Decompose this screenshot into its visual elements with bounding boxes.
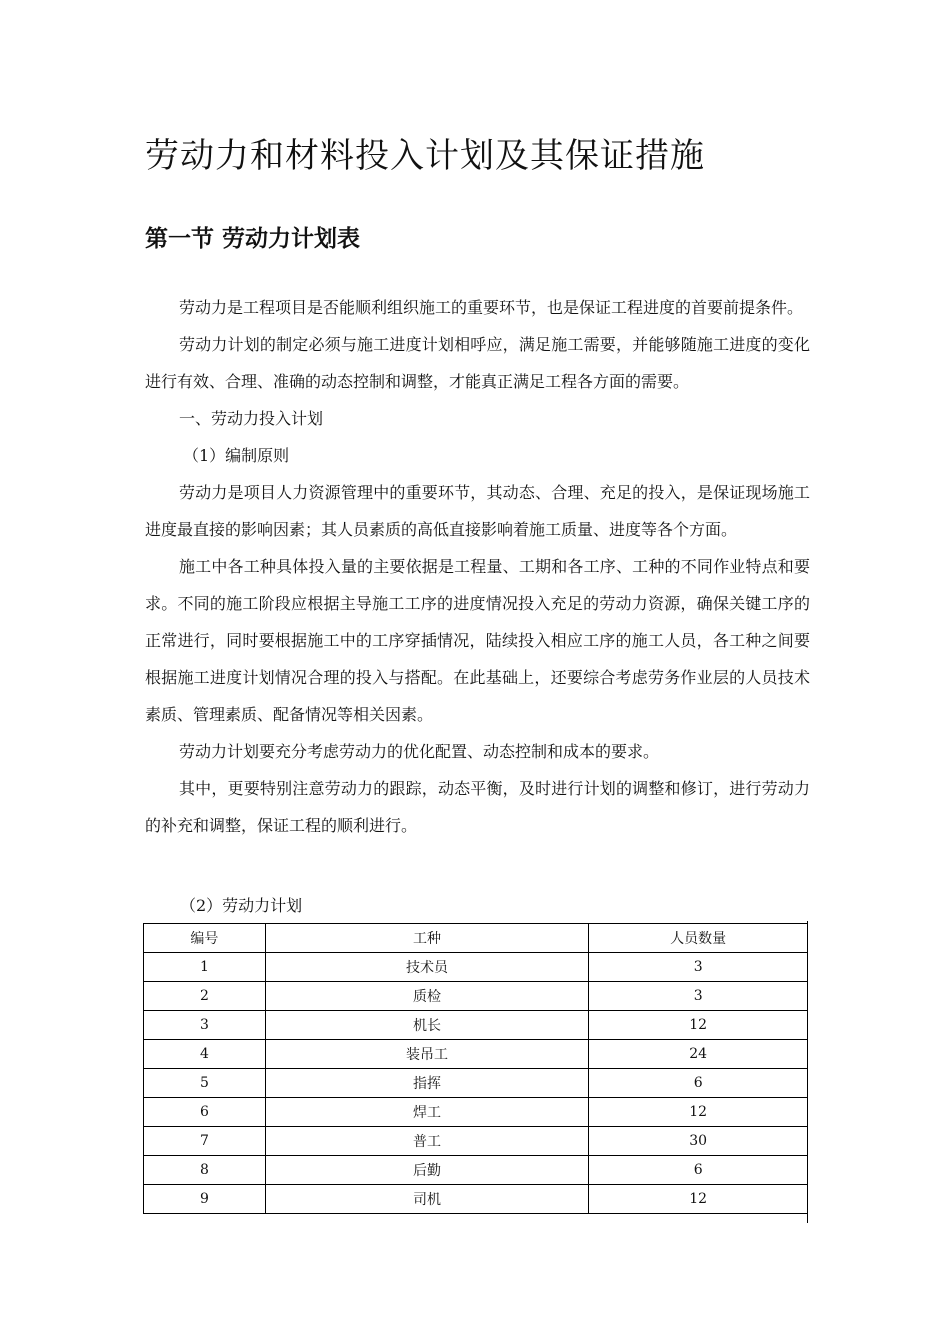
cell-headcount: 3 <box>589 982 808 1011</box>
cell-trade: 司机 <box>265 1185 588 1214</box>
cell-headcount: 6 <box>589 1156 808 1185</box>
paragraph: 施工中各工种具体投入量的主要依据是工程量、工期和各工序、工种的不同作业特点和要求。不同的施工阶段应根据主导施工工序的进度情况投入充足的劳动力资源，确保关键工序的正常进行，同时要根据施工中的工序穿插情况，陆续投入相应工序的施工人员，各工种之间要根据施工进度计划情况合理的投入与搭配。在此基础上，还要综合考虑劳务作业层的人员技术素质、管理素质、配备情况等相关因素。 <box>145 557 810 724</box>
cell-trade: 普工 <box>265 1127 588 1156</box>
cell-number: 5 <box>144 1069 266 1098</box>
cell-number: 8 <box>144 1156 266 1185</box>
cell-headcount: 24 <box>589 1040 808 1069</box>
cell-trade: 后勤 <box>265 1156 588 1185</box>
section-title: 第一节 劳动力计划表 <box>145 226 361 252</box>
column-header-headcount: 人员数量 <box>589 924 808 953</box>
table-row <box>144 982 808 1011</box>
table-border-line <box>807 921 808 1223</box>
paragraph: 劳动力计划要充分考虑劳动力的优化配置、动态控制和成本的要求。 <box>179 742 660 761</box>
cell-trade: 焊工 <box>265 1098 588 1127</box>
cell-headcount: 30 <box>589 1127 808 1156</box>
cell-number: 7 <box>144 1127 266 1156</box>
column-header-trade: 工种 <box>265 924 588 953</box>
table-row <box>144 1127 808 1156</box>
cell-number: 3 <box>144 1011 266 1040</box>
paragraph: 劳动力计划的制定必须与施工进度计划相呼应，满足施工需要，并能够随施工进度的变化进行有效、合理、准确的动态控制和调整，才能真正满足工程各方面的需要。 <box>145 335 810 391</box>
table-row <box>144 1040 808 1069</box>
table-header-row <box>144 924 808 953</box>
cell-headcount: 12 <box>589 1098 808 1127</box>
cell-headcount: 3 <box>589 953 808 982</box>
cell-trade: 指挥 <box>265 1069 588 1098</box>
cell-headcount: 6 <box>589 1069 808 1098</box>
labor-plan-table <box>143 923 808 1214</box>
table-row <box>144 1185 808 1214</box>
cell-trade: 装吊工 <box>265 1040 588 1069</box>
table-row <box>144 953 808 982</box>
table-row <box>144 1156 808 1185</box>
table-row <box>144 1011 808 1040</box>
cell-headcount: 12 <box>589 1011 808 1040</box>
document-title: 劳动力和材料投入计划及其保证措施 <box>145 136 705 176</box>
cell-trade: 质检 <box>265 982 588 1011</box>
paragraph: 其中，更要特别注意劳动力的跟踪，动态平衡，及时进行计划的调整和修订，进行劳动力的补充和调整，保证工程的顺利进行。 <box>145 779 810 835</box>
paragraph: 劳动力是项目人力资源管理中的重要环节，其动态、合理、充足的投入，是保证现场施工进度最直接的影响因素；其人员素质的高低直接影响着施工质量、进度等各个方面。 <box>145 483 810 539</box>
paragraph: 劳动力是工程项目是否能顺利组织施工的重要环节，也是保证工程进度的首要前提条件。 <box>179 298 804 317</box>
subheading: 一、劳动力投入计划 <box>179 409 324 428</box>
cell-number: 6 <box>144 1098 266 1127</box>
cell-trade: 技术员 <box>265 953 588 982</box>
column-header-number: 编号 <box>144 924 266 953</box>
table-row <box>144 1098 808 1127</box>
cell-number: 9 <box>144 1185 266 1214</box>
body-block-intro <box>145 289 810 844</box>
cell-headcount: 12 <box>589 1185 808 1214</box>
cell-number: 2 <box>144 982 266 1011</box>
table-caption: （2）劳动力计划 <box>180 896 303 915</box>
cell-trade: 机长 <box>265 1011 588 1040</box>
subheading: （1）编制原则 <box>183 446 290 465</box>
cell-number: 4 <box>144 1040 266 1069</box>
cell-number: 1 <box>144 953 266 982</box>
table-row <box>144 1069 808 1098</box>
